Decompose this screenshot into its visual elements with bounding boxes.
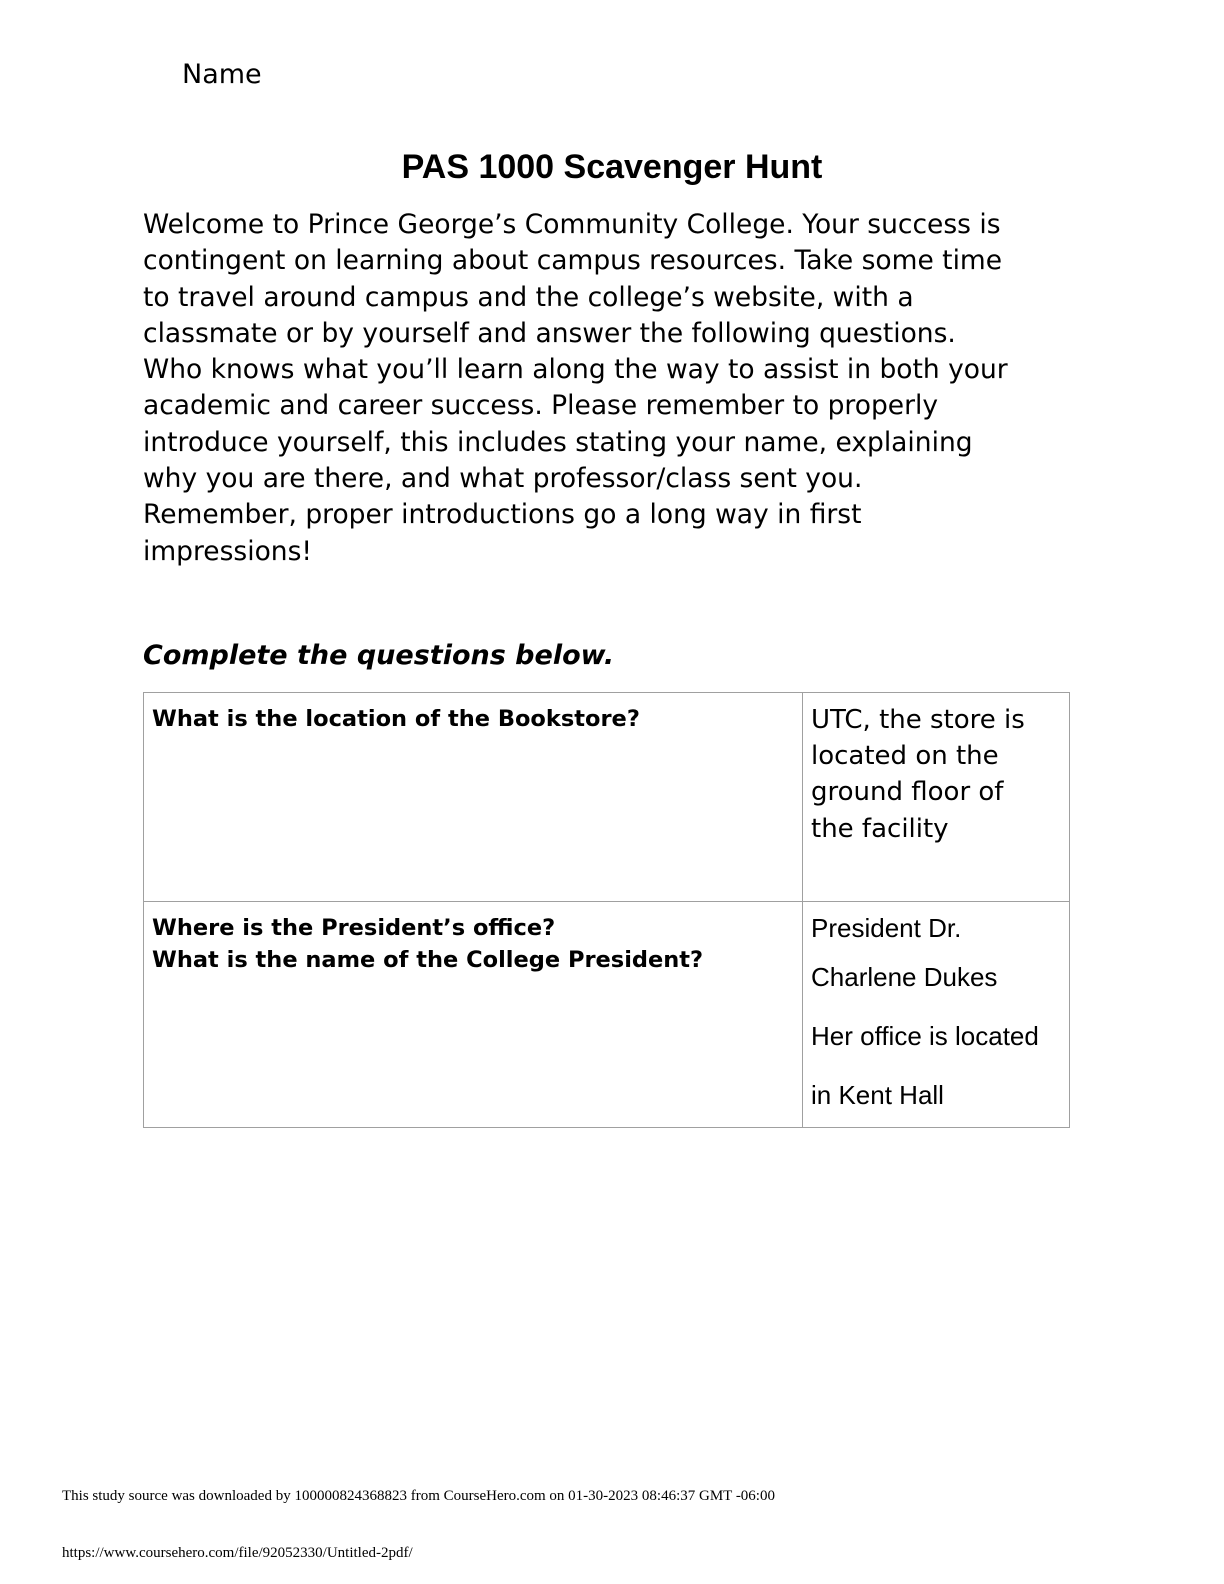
answer-cell (803, 693, 1070, 902)
question-cell (144, 902, 803, 1128)
intro-line: academic and career success. Please remember to properly (143, 390, 939, 422)
intro-line: to travel around campus and the college’s website, with a (143, 281, 914, 313)
answer-text: the facility (811, 813, 949, 844)
question-text: What is the location of the Bookstore? (152, 706, 640, 732)
answer-cell (803, 902, 1070, 1128)
question-text: Where is the President’s office? (152, 915, 556, 941)
intro-paragraph (143, 207, 1073, 570)
intro-line: Who knows what you’ll learn along the way to assist in both your (143, 354, 1008, 386)
questions-table (143, 692, 1070, 1128)
source-url: https://www.coursehero.com/file/92052330/Untitled-2pdf/ (62, 1545, 413, 1561)
answer-text: President Dr. (811, 913, 962, 943)
intro-line: Welcome to Prince George’s Community College. Your success is (143, 209, 1001, 240)
answer-text: Her office is located (811, 1021, 1039, 1052)
page-title: PAS 1000 Scavenger Hunt (401, 148, 823, 186)
instructions-heading: Complete the questions below. (143, 640, 615, 671)
intro-line: contingent on learning about campus resources. Take some time (143, 245, 1003, 277)
name-label: Name (182, 59, 262, 90)
intro-line: impressions! (143, 535, 313, 567)
intro-line: Remember, proper introductions go a long way in first (143, 499, 862, 531)
answer-text: located on the (811, 741, 999, 772)
intro-line: why you are there, and what professor/class sent you. (143, 463, 863, 495)
table-row (144, 693, 1070, 902)
download-notice: This study source was downloaded by 100000824368823 from CourseHero.com on 01-30-2023 08:46:37 GMT -06:00 (62, 1488, 775, 1504)
question-text: What is the name of the College President? (152, 947, 704, 973)
answer-text: Charlene Dukes (811, 962, 998, 992)
question-cell (144, 693, 803, 902)
answer-text: in Kent Hall (811, 1080, 944, 1111)
answer-text: UTC, the store is (811, 705, 1025, 735)
answer-text: ground floor of (811, 777, 1004, 808)
table-row (144, 902, 1070, 1128)
intro-line: classmate or by yourself and answer the following questions. (143, 317, 956, 349)
intro-line: introduce yourself, this includes stating your name, explaining (143, 426, 973, 458)
